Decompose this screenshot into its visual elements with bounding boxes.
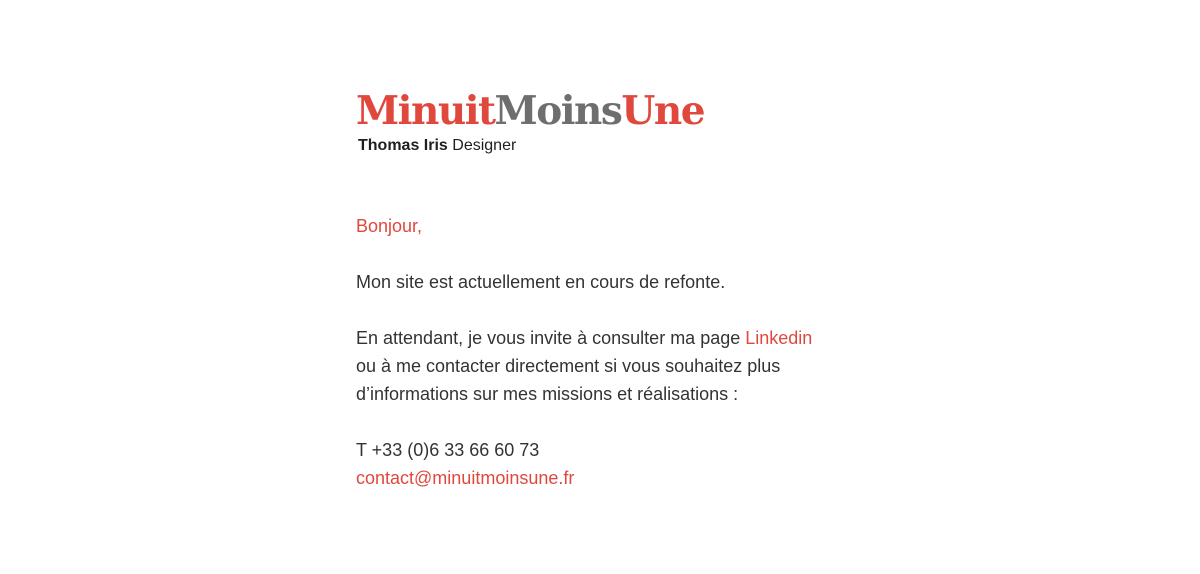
- designer-name: Thomas Iris: [358, 137, 448, 154]
- invitation-line-2: ou à me contacter directement si vous souhaitez plus: [356, 356, 781, 376]
- brand-logo: [356, 88, 856, 134]
- invitation-line-1: [356, 324, 856, 352]
- invitation-paragraph: [356, 324, 856, 408]
- email-link[interactable]: contact@minuitmoinsune.fr: [356, 468, 575, 488]
- greeting-text: Bonjour,: [356, 216, 423, 236]
- invitation-line-3: d’informations sur mes missions et réalisations :: [356, 384, 739, 404]
- main-content: [356, 88, 856, 492]
- logo-part-minuit: Minuit: [356, 88, 495, 134]
- phone-number: T +33 (0)6 33 66 60 73: [356, 440, 540, 460]
- designer-role: Designer: [452, 137, 517, 154]
- contact-block: [356, 436, 856, 492]
- invitation-text: En attendant, je vous invite à consulter ma page: [356, 328, 746, 348]
- designer-subtitle: [358, 136, 856, 156]
- redesign-notice: Mon site est actuellement en cours de refonte.: [356, 272, 726, 292]
- logo-part-moins: Moins: [494, 88, 622, 134]
- linkedin-link[interactable]: Linkedin: [745, 328, 813, 348]
- logo-part-une: Une: [621, 88, 705, 134]
